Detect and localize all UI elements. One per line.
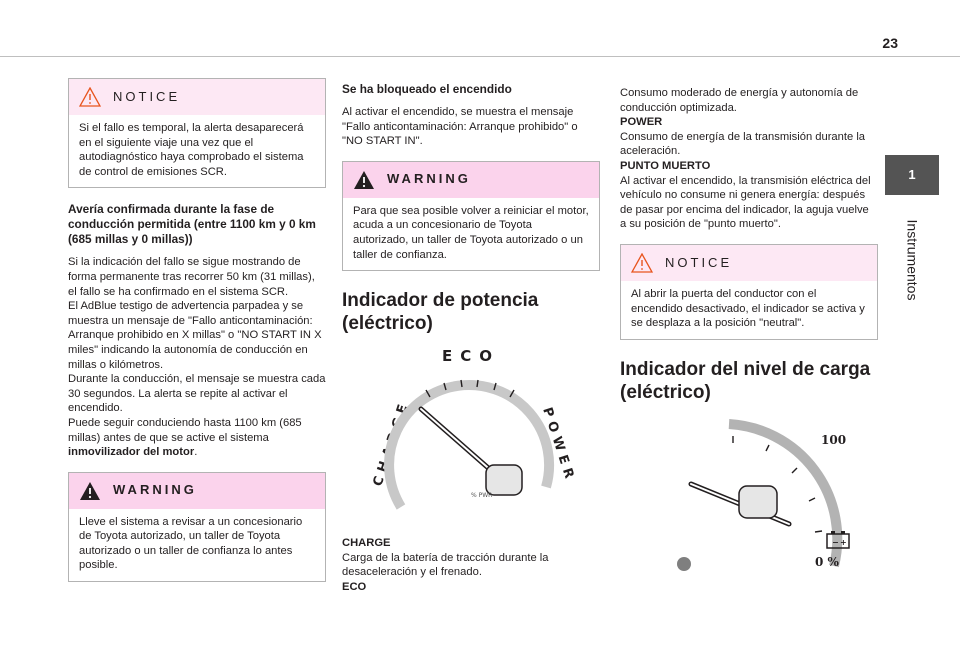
warning-text: Lleve el sistema a revisar a un concesionario de Toyota autorizado, un taller de Toyota autorizado o un taller de confianza lo antes posible. (79, 515, 303, 572)
power-gauge-illustration (346, 347, 596, 522)
notice-header (69, 79, 325, 115)
battery-icon (827, 531, 849, 548)
gauge-power-label: POWER (539, 405, 578, 486)
paragraph: Si la indicación del fallo se sigue mostrando de forma permanente tras recorrer 50 km (31 millas), el fallo se ha confirmado en el sistema SCR. (68, 256, 315, 298)
warning-triangle-icon (631, 253, 653, 273)
notice-box (68, 78, 326, 188)
warning-title: WARNING (387, 171, 471, 187)
battery-minus-icon: − (832, 537, 839, 547)
gauge-min-label: 0 % (815, 554, 839, 569)
notice-title: NOTICE (665, 254, 733, 270)
section-heading: Avería confirmada durante la fase de conducción permitida (entre 1100 km y 0 km (685 millas y 0 millas)) (68, 202, 316, 247)
column-1 (68, 78, 326, 596)
chapter-label-container (885, 195, 939, 325)
section-heading: Se ha bloqueado el encendido (342, 82, 512, 96)
term-power: POWER (620, 116, 663, 129)
warning-box (342, 161, 600, 271)
notice-text: Si el fallo es temporal, la alerta desaparecerá en el siguiente viaje una vez que el autodiagnóstico haya comprobado el sistema de control de emisiones SCR. (79, 122, 304, 178)
term-eco: ECO (342, 580, 367, 593)
column-2 (342, 78, 600, 595)
warning-triangle-icon (353, 170, 375, 190)
term-charge: CHARGE (342, 537, 391, 550)
warning-title: WARNING (113, 482, 197, 498)
neutral-description: Al activar el encendido, la transmisión eléctrica del vehículo no consume ni genera energía: después de pasar por encima del indicador, la aguja vuelve a su posición de "punto muerto". (620, 174, 871, 231)
charge-level-gauge-illustration (629, 416, 869, 576)
warning-header (69, 473, 325, 509)
notice-header (621, 245, 877, 281)
paragraph-text: Puede seguir conduciendo hasta 1100 km (685 millas) antes de que se active el sistema (68, 416, 302, 444)
column-3 (620, 78, 878, 576)
warning-text: Para que sea posible volver a reiniciar el motor, acuda a un concesionario de Toyota autorizado, un taller de Toyota autorizado o un taller de confianza. (353, 204, 589, 261)
gauge-charge-label: CHARGE (370, 398, 413, 489)
top-divider (0, 56, 960, 57)
term-neutral: PUNTO MUERTO (620, 159, 711, 172)
section-title: Indicador del nivel de carga (eléctrico) (620, 358, 871, 403)
warning-header (343, 162, 599, 198)
page-number: 23 (882, 35, 898, 51)
paragraph (68, 416, 326, 460)
notice-text: Al abrir la puerta del conductor con el encendido desactivado, el indicador se activa y se desplaza a la posición "neutral". (631, 287, 865, 330)
section-title: Indicador de potencia (eléctrico) (342, 290, 539, 335)
paragraph: El AdBlue testigo de advertencia parpadea y se muestra un mensaje de "Fallo anticontaminación: Arranque prohibido en X millas" o "NO START IN X miles" indicando la autonomía de conducción en millas o kilómetros. (68, 300, 322, 371)
paragraph: Al activar el encendido, se muestra el mensaje "Fallo anticontaminación: Arranque prohibido" o "NO START IN". (342, 106, 578, 148)
chapter-tab[interactable]: 1 (885, 155, 939, 195)
notice-box (620, 244, 878, 340)
gauge-max-label: 100 (821, 432, 847, 447)
paragraph: Durante la conducción, el mensaje se muestra cada 30 segundos. La alerta se repite al activar el encendido. (68, 373, 326, 415)
battery-plus-icon: + (840, 537, 847, 547)
charge-description: Carga de la batería de tracción durante la desaceleración y el frenado. (342, 551, 549, 579)
warning-triangle-icon (79, 87, 101, 107)
warning-box (68, 472, 326, 582)
notice-title: NOTICE (113, 88, 181, 104)
eco-description: Consumo moderado de energía y autonomía de conducción optimizada. (620, 87, 859, 114)
immobilizer-term: inmovilizador del motor (68, 446, 195, 459)
chapter-label: Instrumentos (904, 219, 920, 301)
gauge-eco-label: ECO (441, 347, 501, 366)
power-description: Consumo de energía de la transmisión durante la aceleración. (620, 130, 866, 158)
paragraph-end: . (194, 446, 198, 459)
warning-triangle-icon (79, 481, 101, 501)
gauge-center-label: % PWR (471, 492, 493, 500)
